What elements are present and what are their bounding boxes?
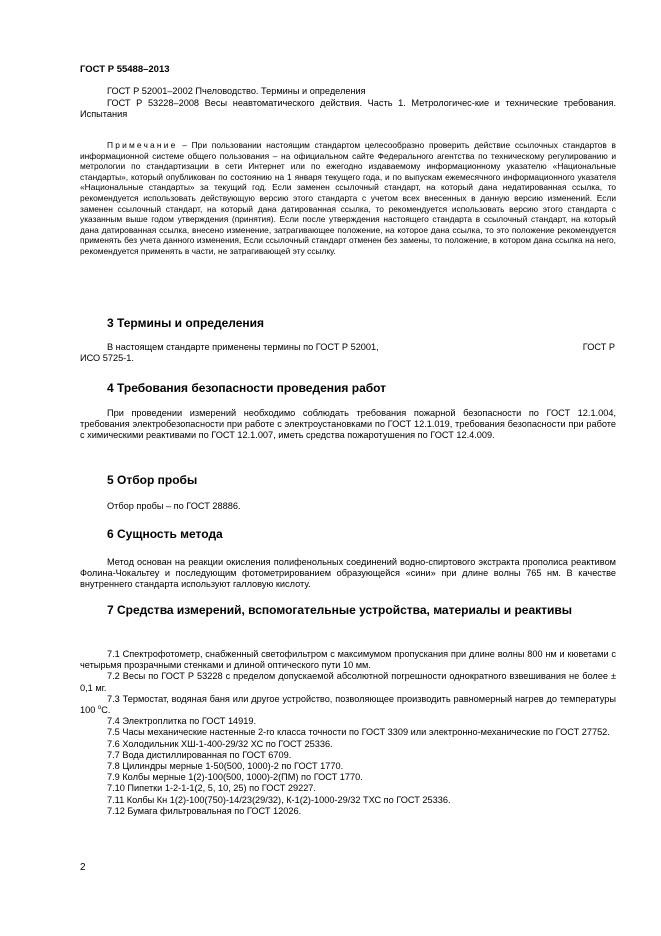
list-item: 7.5 Часы механические настенные 2-го класса точности по ГОСТ 3309 или электронно-механические по ГОСТ 27752.: [107, 727, 610, 738]
list-item: [80, 694, 616, 716]
list-item: 7.4 Электроплитка по ГОСТ 14919.: [107, 716, 257, 727]
list-item: 7.9 Колбы мерные 1(2)-100(500, 1000)-2(ПМ) по ГОСТ 1770.: [107, 772, 363, 783]
list-item: 7.10 Пипетки 1-2-1-1(2, 5, 10, 25) по ГОСТ 29227.: [107, 783, 316, 794]
list-item-text: 7.3 Термостат, водяная баня или другое устройство, позволяющее производить равномерный нагрев до температуры 100: [80, 693, 616, 716]
normative-reference: ГОСТ Р 52001–2002 Пчеловодство. Термины и определения: [107, 86, 366, 96]
document-header: ГОСТ Р 55488–2013: [80, 64, 170, 75]
section-5-heading: 5 Отбор пробы: [107, 473, 198, 487]
section-7-heading: 7 Средства измерений, вспомогательные устройства, материалы и реактивы: [107, 603, 573, 617]
section-6-text: Метод основан на реакции окисления полифенольных соединений водно-спиртового экстракта прополиса реактивом Фолина-Чокальтеу и последующим фотометрированием образующейся «сини» при длине волны 765 нм. В качестве внутреннего стандарта используют галловую кислоту.: [80, 557, 616, 590]
section-3-heading: 3 Термины и определения: [107, 316, 265, 330]
section-5-text: Отбор пробы – по ГОСТ 28886.: [107, 501, 241, 511]
note-text: – При пользовании настоящим стандартом целесообразно проверить действие ссылочных стандартов в информационной системе общего пользования – на официальном сайте Федерального агентства по техническому регулированию и метрологии по стандартизации в сети Интернет или по ежегодно издаваемому информационному указателю «Национальные стандарты», который опубликован по состоянию на 1 января текущего года, и по выпускам ежемесячного информационного указателя «Национальные стандарты» за текущий год. Если заменен ссылочный стандарт, на который дана недатированная ссылка, то рекомендуется использовать действующую версию этого стандарта с учетом всех внесенных в данную версию изменений. Если заменен ссылочный стандарт, на который дана датированная ссылка, то рекомендуется использовать версию этого стандарта с указанным выше годом утверждения (принятия). Если после утверждения настоящего стандарта в ссылочный стандарт, на который дана датированная ссылка, внесено изменение, затрагивающее положение, на которое дана ссылка, то это положение рекомендуется применять без учета данного изменения, Если ссылочный стандарт отменен без замены, то положение, в котором дана ссылка на него, рекомендуется применять в части, не затрагивающей эту ссылку.: [80, 140, 616, 256]
list-item: 7.1 Спектрофотометр, снабженный светофильтром с максимумом пропускания при длине волны 800 нм и кюветами с четырьмя прозрачными стенками и длиной оптического пути 10 мм.: [80, 649, 616, 671]
list-item: 7.12 Бумага фильтровальная по ГОСТ 12026.: [107, 805, 302, 816]
section-4-heading: 4 Требования безопасности проведения работ: [107, 381, 387, 395]
section-3-line-1-end: ГОСТ Р: [582, 342, 615, 352]
list-item: 7.6 Холодильник ХШ-1-400-29/32 ХС по ГОСТ 25336.: [107, 738, 333, 749]
section-3-line-1: В настоящем стандарте применены термины по ГОСТ Р 52001,: [107, 342, 379, 352]
degree-sign: о: [97, 705, 102, 712]
note-label: Примечание: [107, 140, 178, 150]
list-item: 7.7 Вода дистиллированная по ГОСТ 6709.: [107, 749, 292, 760]
temperature-unit: С.: [101, 705, 111, 716]
normative-reference: ГОСТ Р 53228–2008 Весы неавтоматического действия. Часть 1. Метрологичес-кие и технические требования. Испытания: [80, 98, 616, 120]
list-item: 7.8 Цилиндры мерные 1-50(500, 1000)-2 по ГОСТ 1770.: [107, 761, 344, 772]
list-item: 7.11 Колбы Кн 1(2)-100(750)-14/23(29/32), К-1(2)-1000-29/32 ТХС по ГОСТ 25336.: [107, 794, 451, 805]
section-3-text: [80, 342, 616, 364]
list-item: 7.2 Весы по ГОСТ Р 53228 с пределом допускаемой абсолютной погрешности однократного взвешивания не более ± 0,1 мг.: [80, 671, 616, 693]
section-6-heading: 6 Сущность метода: [107, 527, 223, 541]
note-paragraph: [80, 140, 616, 257]
section-3-line-2: ИСО 5725-1.: [80, 353, 134, 364]
page-number: 2: [80, 862, 86, 873]
section-7-list: [80, 649, 616, 817]
section-4-text: При проведении измерений необходимо соблюдать требования пожарной безопасности по ГОСТ 12.1.004, требования электробезопасности при работе с электроустановками по ГОСТ 12.1.019, требования безопасности при работе с химическими реактивами по ГОСТ 12.1.007, иметь средства пожаротушения по ГОСТ 12.4.009.: [80, 408, 616, 441]
